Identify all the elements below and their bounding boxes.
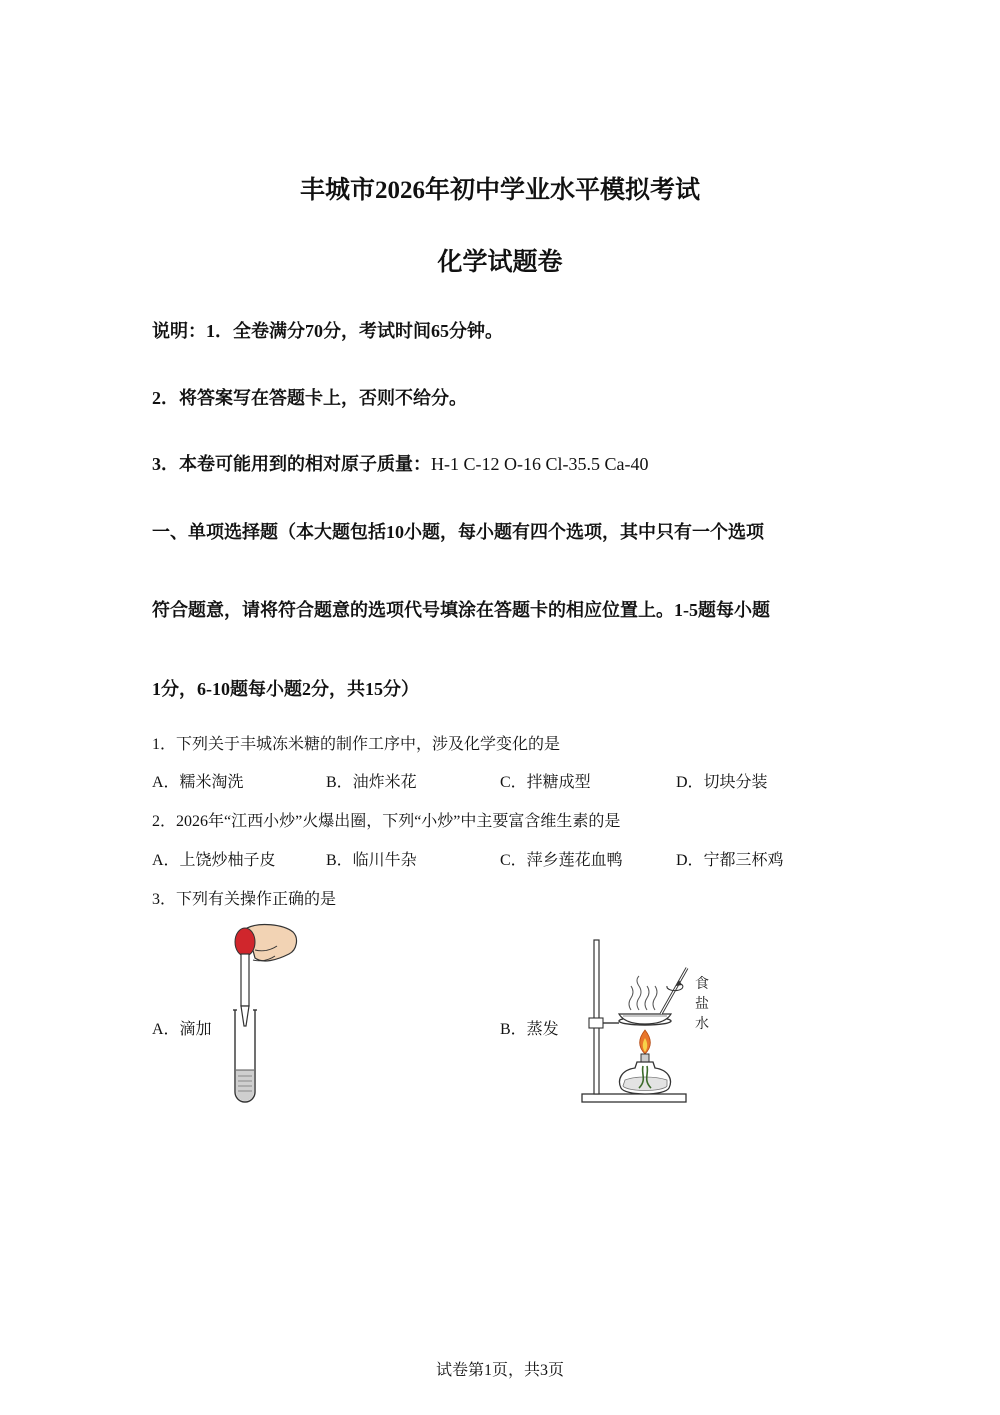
dropper-test-tube-figure (225, 920, 305, 1106)
instruction-3-label: 3．本卷可能用到的相对原子质量： (152, 454, 431, 474)
q2-option-c: C．萍乡莲花血鸭 (500, 852, 623, 869)
exam-subtitle: 化学试题卷 (437, 249, 563, 276)
q1-option-c: C．拌糖成型 (500, 774, 591, 791)
question-1-stem: 1．下列关于丰城冻米糖的制作工序中，涉及化学变化的是 (152, 736, 561, 753)
page-footer: 试卷第1页，共3页 (435, 1362, 564, 1379)
evaporation-figure (575, 930, 725, 1106)
label-char-3: 水 (695, 1016, 709, 1032)
label-char-2: 盐 (695, 996, 709, 1012)
q2-option-d: D．宁都三杯鸡 (676, 852, 784, 869)
q3-option-b: B．蒸发 (500, 1021, 559, 1038)
section-heading-line-2: 符合题意，请将符合题意的选项代号填涂在答题卡的相应位置上。1-5题每小题 (152, 600, 770, 620)
instruction-1: 说明：1．全卷满分70分，考试时间65分钟。 (152, 321, 503, 341)
q2-option-a: A．上饶炒柚子皮 (152, 852, 276, 869)
question-3-stem: 3．下列有关操作正确的是 (152, 891, 337, 908)
exam-title: 丰城市2026年初中学业水平模拟考试 (299, 177, 700, 204)
instruction-3 (152, 450, 648, 476)
q1-option-b: B．油炸米花 (326, 774, 417, 791)
section-heading-line-1: 一、单项选择题（本大题包括10小题，每小题有四个选项，其中只有一个选项 (152, 522, 764, 542)
q3-option-a: A．滴加 (152, 1021, 212, 1038)
q2-option-b: B．临川牛杂 (326, 852, 417, 869)
question-2-stem: 2．2026年“江西小炒”火爆出圈，下列“小炒”中主要富含维生素的是 (152, 813, 621, 830)
atomic-masses: H-1 C-12 O-16 Cl-35.5 Ca-40 (431, 454, 649, 474)
q1-option-d: D．切块分装 (676, 774, 768, 791)
section-heading-line-3: 1分，6-10题每小题2分，共15分） (152, 679, 419, 699)
instruction-2: 2．将答案写在答题卡上，否则不给分。 (152, 388, 467, 408)
label-char-1: 食 (695, 976, 709, 992)
q1-option-a: A．糯米淘洗 (152, 774, 244, 791)
